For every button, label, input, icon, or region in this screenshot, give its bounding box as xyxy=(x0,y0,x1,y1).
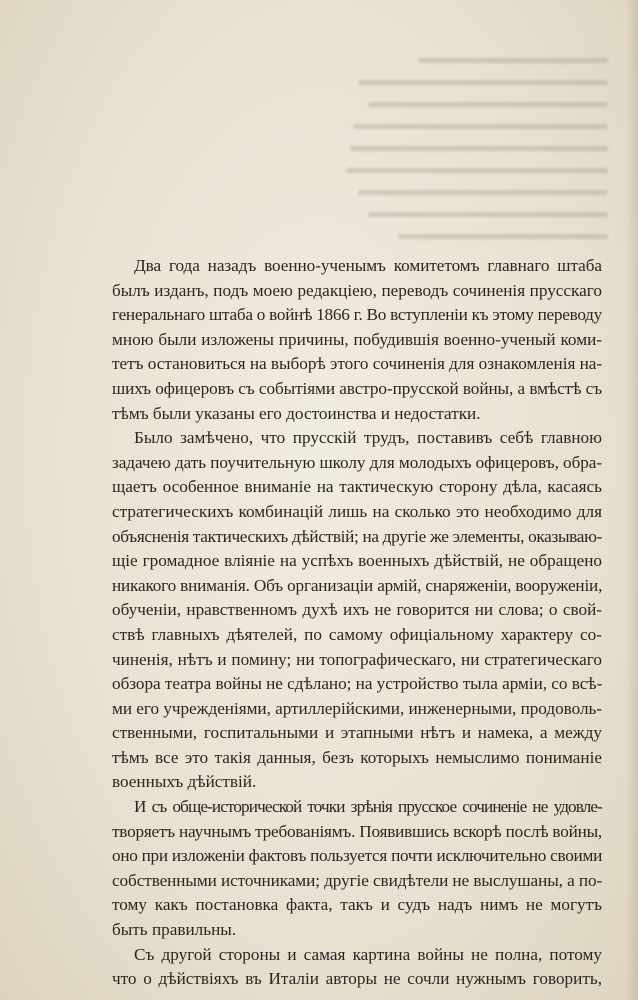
text-line: тому какъ постановка факта, такъ и судъ надъ нимъ не могутъ xyxy=(112,895,602,915)
text-line: объясненія тактическихъ дѣйствій; на другіе же элементы, оказываю- xyxy=(112,526,602,546)
text-line: шихъ офицеровъ съ событіями австро-прусской войны, а вмѣстѣ съ xyxy=(112,378,602,398)
text-line: никакого вниманія. Объ организаціи армій, снаряженіи, вооруженіи, xyxy=(112,575,603,595)
text-line: задачею дать поучительную школу для молодыхъ офицеровъ, обра- xyxy=(112,452,602,472)
text-line: быть правильны. xyxy=(112,920,237,940)
body-text xyxy=(112,254,602,992)
text-line: тѣмъ были указаны его достоинства и недостатки. xyxy=(112,403,481,423)
text-line: стратегическихъ комбинацій лишь на сколько это необходимо для xyxy=(112,501,602,521)
text-line: Было замѣчено, что прусскій трудъ, поставивъ себѣ главною xyxy=(134,428,602,448)
bleed-through-text xyxy=(230,0,638,250)
text-line: ствѣ главныхъ дѣятелей, по самому офиціальному характеру со- xyxy=(112,624,602,644)
text-line: тѣмъ все это такія данныя, безъ которыхъ немыслимо пониманіе xyxy=(112,747,602,767)
paragraph-2 xyxy=(112,426,602,795)
text-line: И съ обще-исторической точки зрѣнія прусское сочиненіе не удовле- xyxy=(134,797,602,817)
paragraph-3 xyxy=(112,795,602,943)
text-line: чиненія, нѣтъ и помину; ни топографическаго, ни стратегическаго xyxy=(112,649,602,669)
text-line: мною были изложены причины, побудившія военно-ученый коми- xyxy=(112,329,602,349)
text-line: ственными, госпитальными и этапными нѣтъ и намека, а между xyxy=(112,723,602,743)
page-edge-shadow xyxy=(626,0,638,1000)
paragraph-1 xyxy=(112,254,602,426)
text-line: творяетъ научнымъ требованіямъ. Появившись вскорѣ послѣ войны, xyxy=(112,821,602,841)
text-line: Съ другой стороны и самая картина войны не полна, потому xyxy=(134,944,602,964)
text-line: обученіи, нравственномъ духѣ ихъ не говорится ни слова; о свой- xyxy=(112,600,602,620)
text-line: собственными источниками; другіе свидѣтели не выслушаны, а по- xyxy=(112,870,603,890)
text-line: обзора театра войны не сдѣлано; на устройство тыла арміи, со всѣ- xyxy=(112,674,603,694)
text-line: щіе громадное вліяніе на успѣхъ военныхъ дѣйствій, не обращено xyxy=(112,551,602,571)
text-line: былъ изданъ, подъ моею редакціею, переводъ сочиненія прусскаго xyxy=(112,280,602,300)
text-line: военныхъ дѣйствій. xyxy=(112,772,257,792)
text-line: ми его учрежденіями, артиллерійскими, инженерными, продоволь- xyxy=(112,698,602,718)
text-line: оно при изложеніи фактовъ пользуется почти исключительно своими xyxy=(112,846,602,866)
text-line: щаетъ особенное вниманіе на тактическую сторону дѣла, касаясь xyxy=(112,477,602,497)
text-line: Два года назадъ военно-ученымъ комитетомъ главнаго штаба xyxy=(134,256,602,275)
paragraph-4 xyxy=(112,943,602,992)
text-line: тетъ остановиться на выборѣ этого сочиненія для ознакомленія на- xyxy=(112,354,603,374)
text-line: генеральнаго штаба о войнѣ 1866 г. Во вступленіи къ этому переводу xyxy=(112,305,602,325)
text-line: что о дѣйствіяхъ въ Италіи авторы не сочли нужнымъ говорить, xyxy=(112,969,602,989)
